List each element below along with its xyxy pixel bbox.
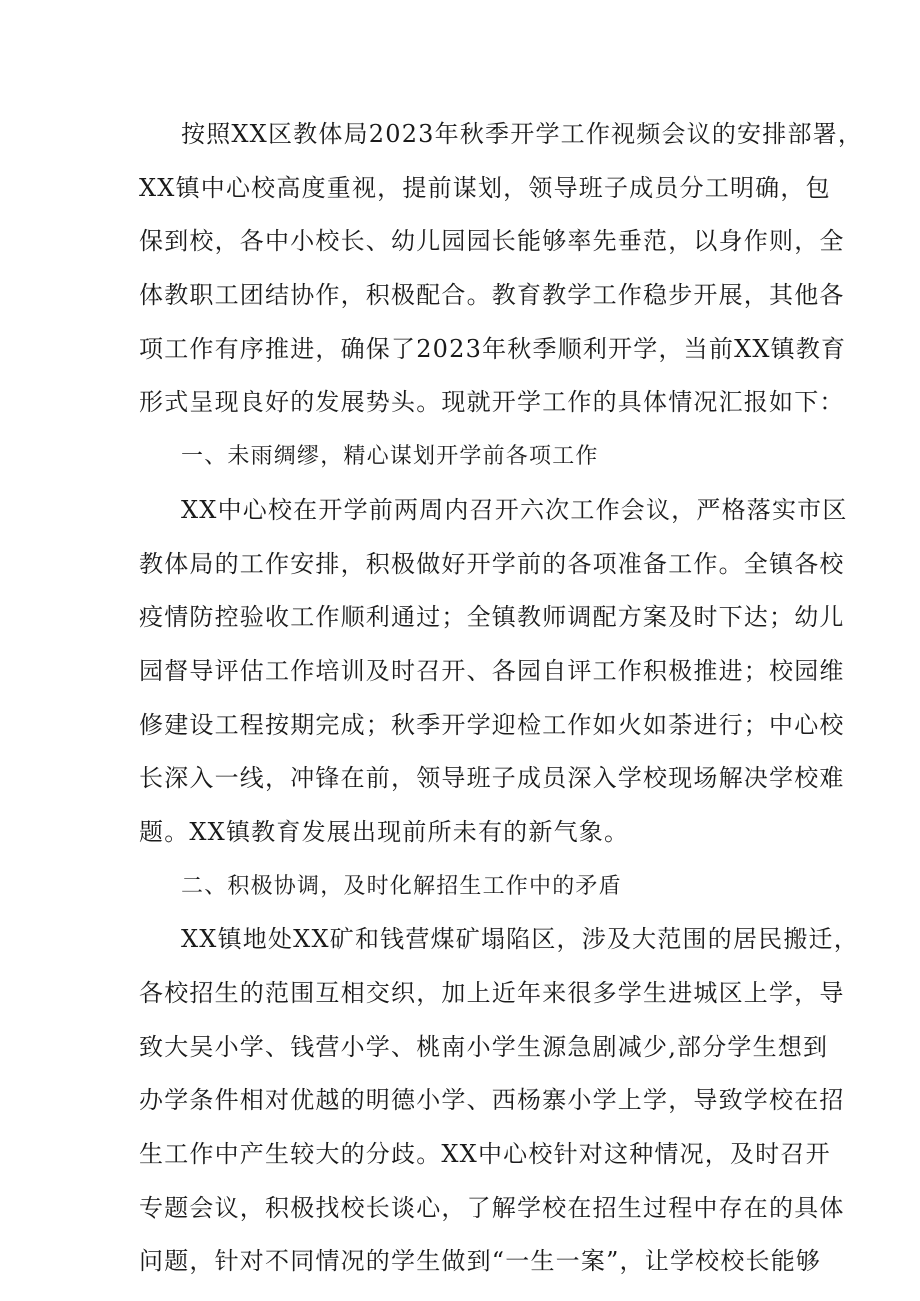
document-body [139,108,864,1289]
paragraph-intro [139,108,864,430]
text-line: 保到校，各中小校长、幼儿园园长能够率先垂范，以身作则，全 [139,227,845,256]
text-line: 修建设工程按期完成；秋季开学迎检工作如火如荼进行；中心校 [139,710,845,739]
text-line: XX镇中心校高度重视，提前谋划，领导班子成员分工明确，包 [139,173,831,202]
text-line: 问题，针对不同情况的学生做到“一生一案”，让学校校长能够 [139,1247,822,1276]
text-line: 体教职工团结协作，积极配合。教育教学工作稳步开展，其他各 [139,281,845,310]
text-line: XX镇地处XX矿和钱营煤矿塌陷区，涉及大范围的居民搬迁， [181,925,859,954]
text-line: 教体局的工作安排，积极做好开学前的各项准备工作。全镇各校 [139,549,845,578]
text-line: 按照XX区教体局2023年秋季开学工作视频会议的安排部署， [181,120,864,148]
text-line: 项工作有序推进，确保了2023年秋季顺利开学，当前XX镇教育 [139,334,847,363]
text-line: XX中心校在开学前两周内召开六次工作会议，严格落实市区 [181,495,848,524]
text-line: 各校招生的范围互相交织，加上近年来很多学生进城区上学，导 [139,979,845,1007]
text-line: 办学条件相对优越的明德小学、西杨寨小学上学，导致学校在招 [139,1086,845,1115]
text-line: 致大吴小学、钱营小学、桃南小学生源急剧减少,部分学生想到 [139,1032,829,1061]
paragraph-2 [139,913,859,1289]
text-line: 题。XX镇教育发展出现前所未有的新气象。 [139,817,630,846]
text-line: 专题会议，积极找校长谈心，了解学校在招生过程中存在的具体 [139,1193,845,1222]
text-line: 生工作中产生较大的分歧。XX中心校针对这种情况，及时召开 [139,1140,831,1169]
section-heading-2: 二、积极协调，及时化解招生工作中的矛盾 [181,873,622,899]
text-line: 疫情防控验收工作顺利通过；全镇教师调配方案及时下达；幼儿 [139,603,845,632]
section-heading-1: 一、未雨绸缪，精心谋划开学前各项工作 [181,444,599,470]
text-line: 长深入一线，冲锋在前，领导班子成员深入学校现场解决学校难 [139,764,845,793]
text-line: 园督导评估工作培训及时召开、各园自评工作积极推进；校园维 [139,656,845,685]
paragraph-1 [139,484,848,860]
text-line: 形式呈现良好的发展势头。现就开学工作的具体情况汇报如下： [139,388,845,417]
